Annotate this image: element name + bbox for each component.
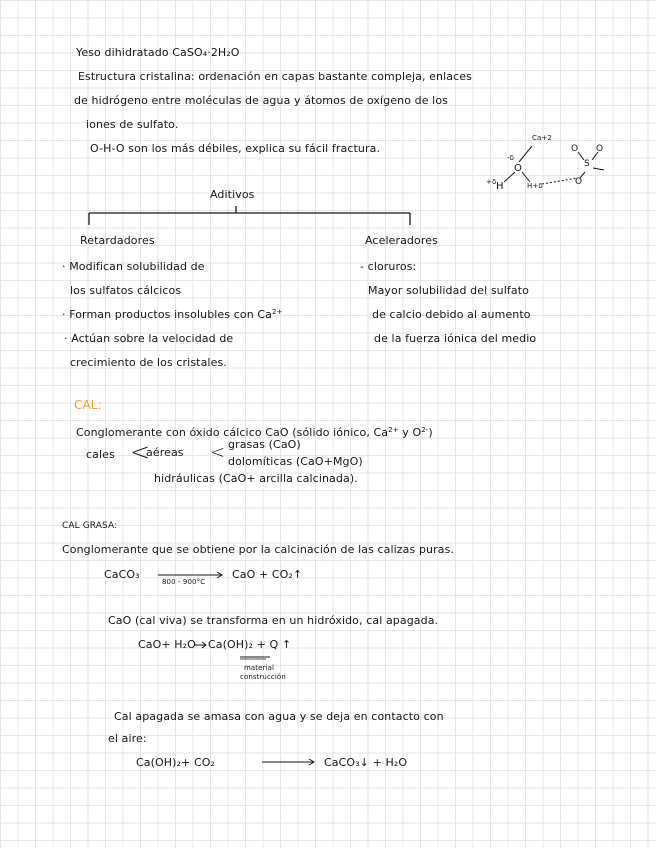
cal-grasa-title: CAL GRASA: (62, 521, 118, 531)
reaction-1-reactant: CaCO₃ (104, 568, 140, 581)
yeso-line-1: Estructura cristalina: ordenación en capas bastante compleja, enlaces (78, 70, 472, 83)
yeso-line-2: de hidrógeno entre moléculas de agua y átomos de oxígeno de los (74, 94, 448, 107)
aceleradores-line-2: Mayor solubilidad del sulfato (368, 284, 529, 297)
retardadores-line-2: los sulfatos cálcicos (70, 284, 182, 297)
retardadores-line-3: · Forman productos insolubles con $Ca^{2+}$ (62, 308, 283, 321)
delta-positive-left: +δ (486, 178, 497, 186)
reaction-2-left: CaO+ H₂O (138, 638, 196, 651)
aereas-brace-icon: < (210, 442, 226, 463)
aditivos-title: Aditivos (210, 188, 255, 201)
reaction-1-condition: 800 - 900°C (162, 578, 206, 586)
yeso-line-4: O-H-O son los más débiles, explica su fácil fractura. (90, 142, 381, 155)
cales-label: cales (86, 448, 115, 461)
aceleradores-heading: Aceleradores (365, 234, 438, 247)
reaction-3-left: Ca(OH)₂+ CO₂ (136, 756, 216, 769)
sulfate-oxygen-top-right: O (596, 144, 604, 154)
cal-title: CAL: (74, 398, 102, 412)
reaction-1-product: CaO + CO₂↑ (232, 568, 303, 581)
cal-grasa-line-4: el aire: (108, 732, 147, 745)
water-hydrogen-right: H+δ (527, 182, 543, 190)
retardadores-line-4: · Actúan sobre la velocidad de (64, 332, 234, 345)
reaction-2-arrow-icon (194, 642, 206, 648)
cal-line-1: Conglomerante con óxido cálcico CaO (sólido iónico, $Ca^{2+}$ y $O^{2-}$) (76, 426, 433, 439)
delta-negative-label: -δ (507, 154, 515, 162)
reaction-2-note-1: material (244, 664, 275, 672)
calcium-ion-label: Ca+2 (532, 134, 552, 142)
cales-brace-icon: < (130, 438, 151, 466)
dolomiticas-label: dolomíticas (CaO+MgO) (228, 455, 363, 468)
water-hydrogen-left: H (496, 181, 504, 192)
reaction-2-right: Ca(OH)₂ + Q ↑ (208, 638, 292, 651)
yeso-title: Yeso dihidratado CaSO₄·2H₂O (76, 46, 240, 59)
reaction-2-underbrace-icon (240, 657, 270, 659)
aceleradores-line-4: de la fuerza iónica del medio (374, 332, 537, 345)
cal-grasa-line-2: CaO (cal viva) se transforma en un hidróxido, cal apagada. (108, 614, 439, 627)
aceleradores-line-3: de calcio debido al aumento (372, 308, 531, 321)
sulfate-oxygen-top-left: O (571, 144, 579, 154)
hidraulicas-label: hidráulicas (CaO+ arcilla calcinada). (154, 472, 358, 485)
cal-grasa-line-3: Cal apagada se amasa con agua y se deja en contacto con (114, 710, 444, 723)
cal-grasa-line-1: Conglomerante que se obtiene por la calcinación de las calizas puras. (62, 543, 454, 556)
reaction-2-note-2: construcción (240, 673, 286, 681)
aereas-label: aéreas (146, 446, 184, 459)
sulfur-atom: S (584, 159, 590, 169)
retardadores-line-1: · Modifican solubilidad de (62, 260, 205, 273)
reaction-1-arrow-icon (158, 572, 222, 578)
yeso-line-3: iones de sulfato. (86, 118, 179, 131)
retardadores-heading: Retardadores (80, 234, 155, 247)
retardadores-line-5: crecimiento de los cristales. (70, 356, 227, 369)
reaction-3-arrow-icon (262, 759, 314, 765)
water-oxygen: O (514, 163, 522, 174)
grasas-label: grasas (CaO) (228, 438, 301, 451)
sulfate-oxygen-bottom: O (575, 177, 583, 187)
aceleradores-line-1: - cloruros: (360, 260, 417, 273)
reaction-3-right: CaCO₃↓ + H₂O (324, 756, 408, 769)
